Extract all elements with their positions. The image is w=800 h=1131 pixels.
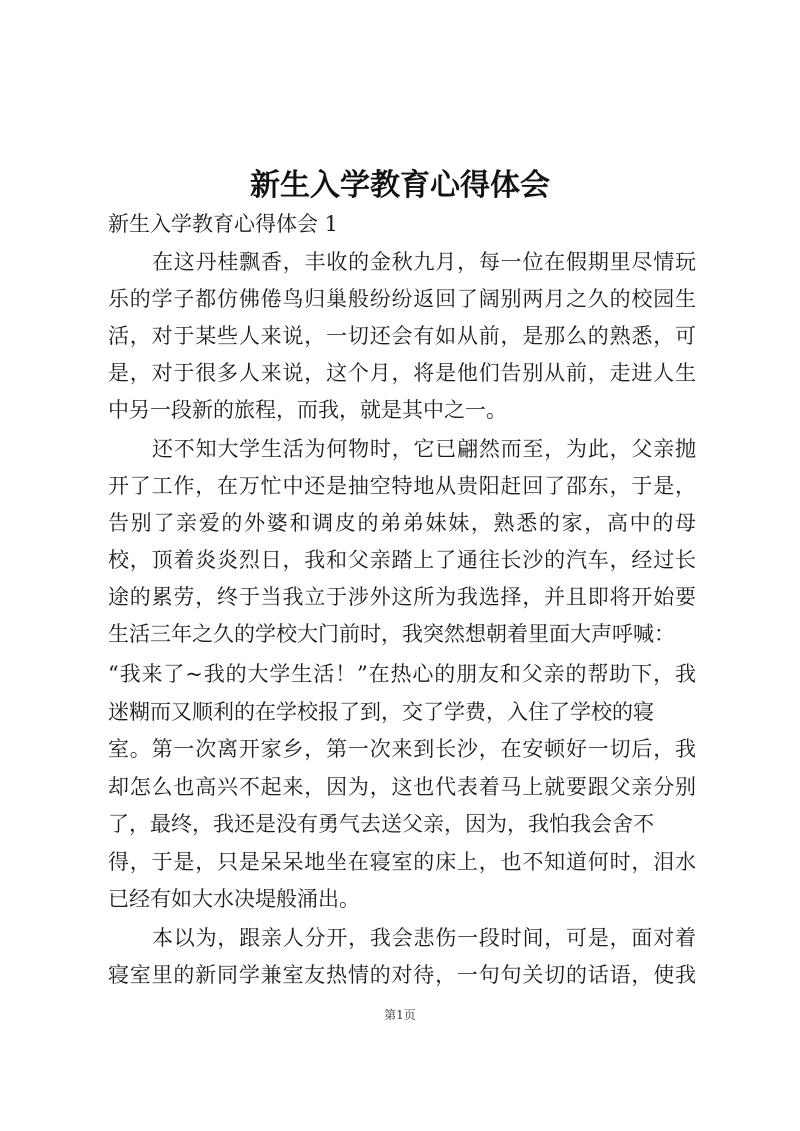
section-heading: 新生入学教育心得体会 1: [108, 212, 339, 236]
text-line: 生活三年之久的学校大门前时，我突然想朝着里面大声呼喊：: [108, 622, 675, 646]
text-line: 却怎么也高兴不起来，因为，这也代表着马上就要跟父亲分别: [108, 775, 696, 799]
document-title: 新生入学教育心得体会: [250, 168, 550, 203]
text-line: 了，最终，我还是没有勇气去送父亲，因为，我怕我会舍不: [108, 812, 654, 836]
text-line: 已经有如大水决堤般涌出。: [108, 887, 360, 911]
text-line: 得，于是，只是呆呆地坐在寝室的床上，也不知道何时，泪水: [108, 850, 696, 874]
text-line: 告别了亲爱的外婆和调皮的弟弟妹妹，熟悉的家，高中的母: [108, 511, 696, 535]
text-line: 是，对于很多人来说，这个月，将是他们告别从前，走进人生: [108, 361, 696, 385]
text-line: 乐的学子都仿佛倦鸟归巢般纷纷返回了阔别两月之久的校园生: [108, 287, 696, 311]
text-line: 校，顶着炎炎烈日，我和父亲踏上了通往长沙的汽车，经过长: [108, 548, 696, 572]
text-line: 迷糊而又顺利的在学校报了到，交了学费，入住了学校的寝: [108, 700, 654, 724]
text-line: 还不知大学生活为何物时，它已翩然而至，为此，父亲抛: [152, 437, 696, 461]
text-line: “我来了~我的大学生活！”在热心的朋友和父亲的帮助下，我: [108, 662, 696, 686]
text-line: 室。第一次离开家乡，第一次来到长沙，在安顿好一切后，我: [108, 737, 696, 761]
text-line: 活，对于某些人来说，一切还会有如从前，是那么的熟悉，可: [108, 324, 696, 348]
text-line: 寝室里的新同学兼室友热情的对待，一句句关切的话语，使我: [108, 963, 696, 987]
text-line: 本以为，跟亲人分开，我会悲伤一段时间，可是，面对着: [152, 926, 696, 950]
text-line: 中另一段新的旅程，而我，就是其中之一。: [108, 398, 507, 422]
text-line: 在这丹桂飘香，丰收的金秋九月，每一位在假期里尽情玩: [152, 250, 696, 274]
page-number: 第1页: [384, 1008, 416, 1022]
text-line: 开了工作，在万忙中还是抽空特地从贵阳赶回了邵东，于是，: [108, 474, 696, 498]
text-line: 途的累劳，终于当我立于涉外这所为我选择，并且即将开始要: [108, 585, 696, 609]
